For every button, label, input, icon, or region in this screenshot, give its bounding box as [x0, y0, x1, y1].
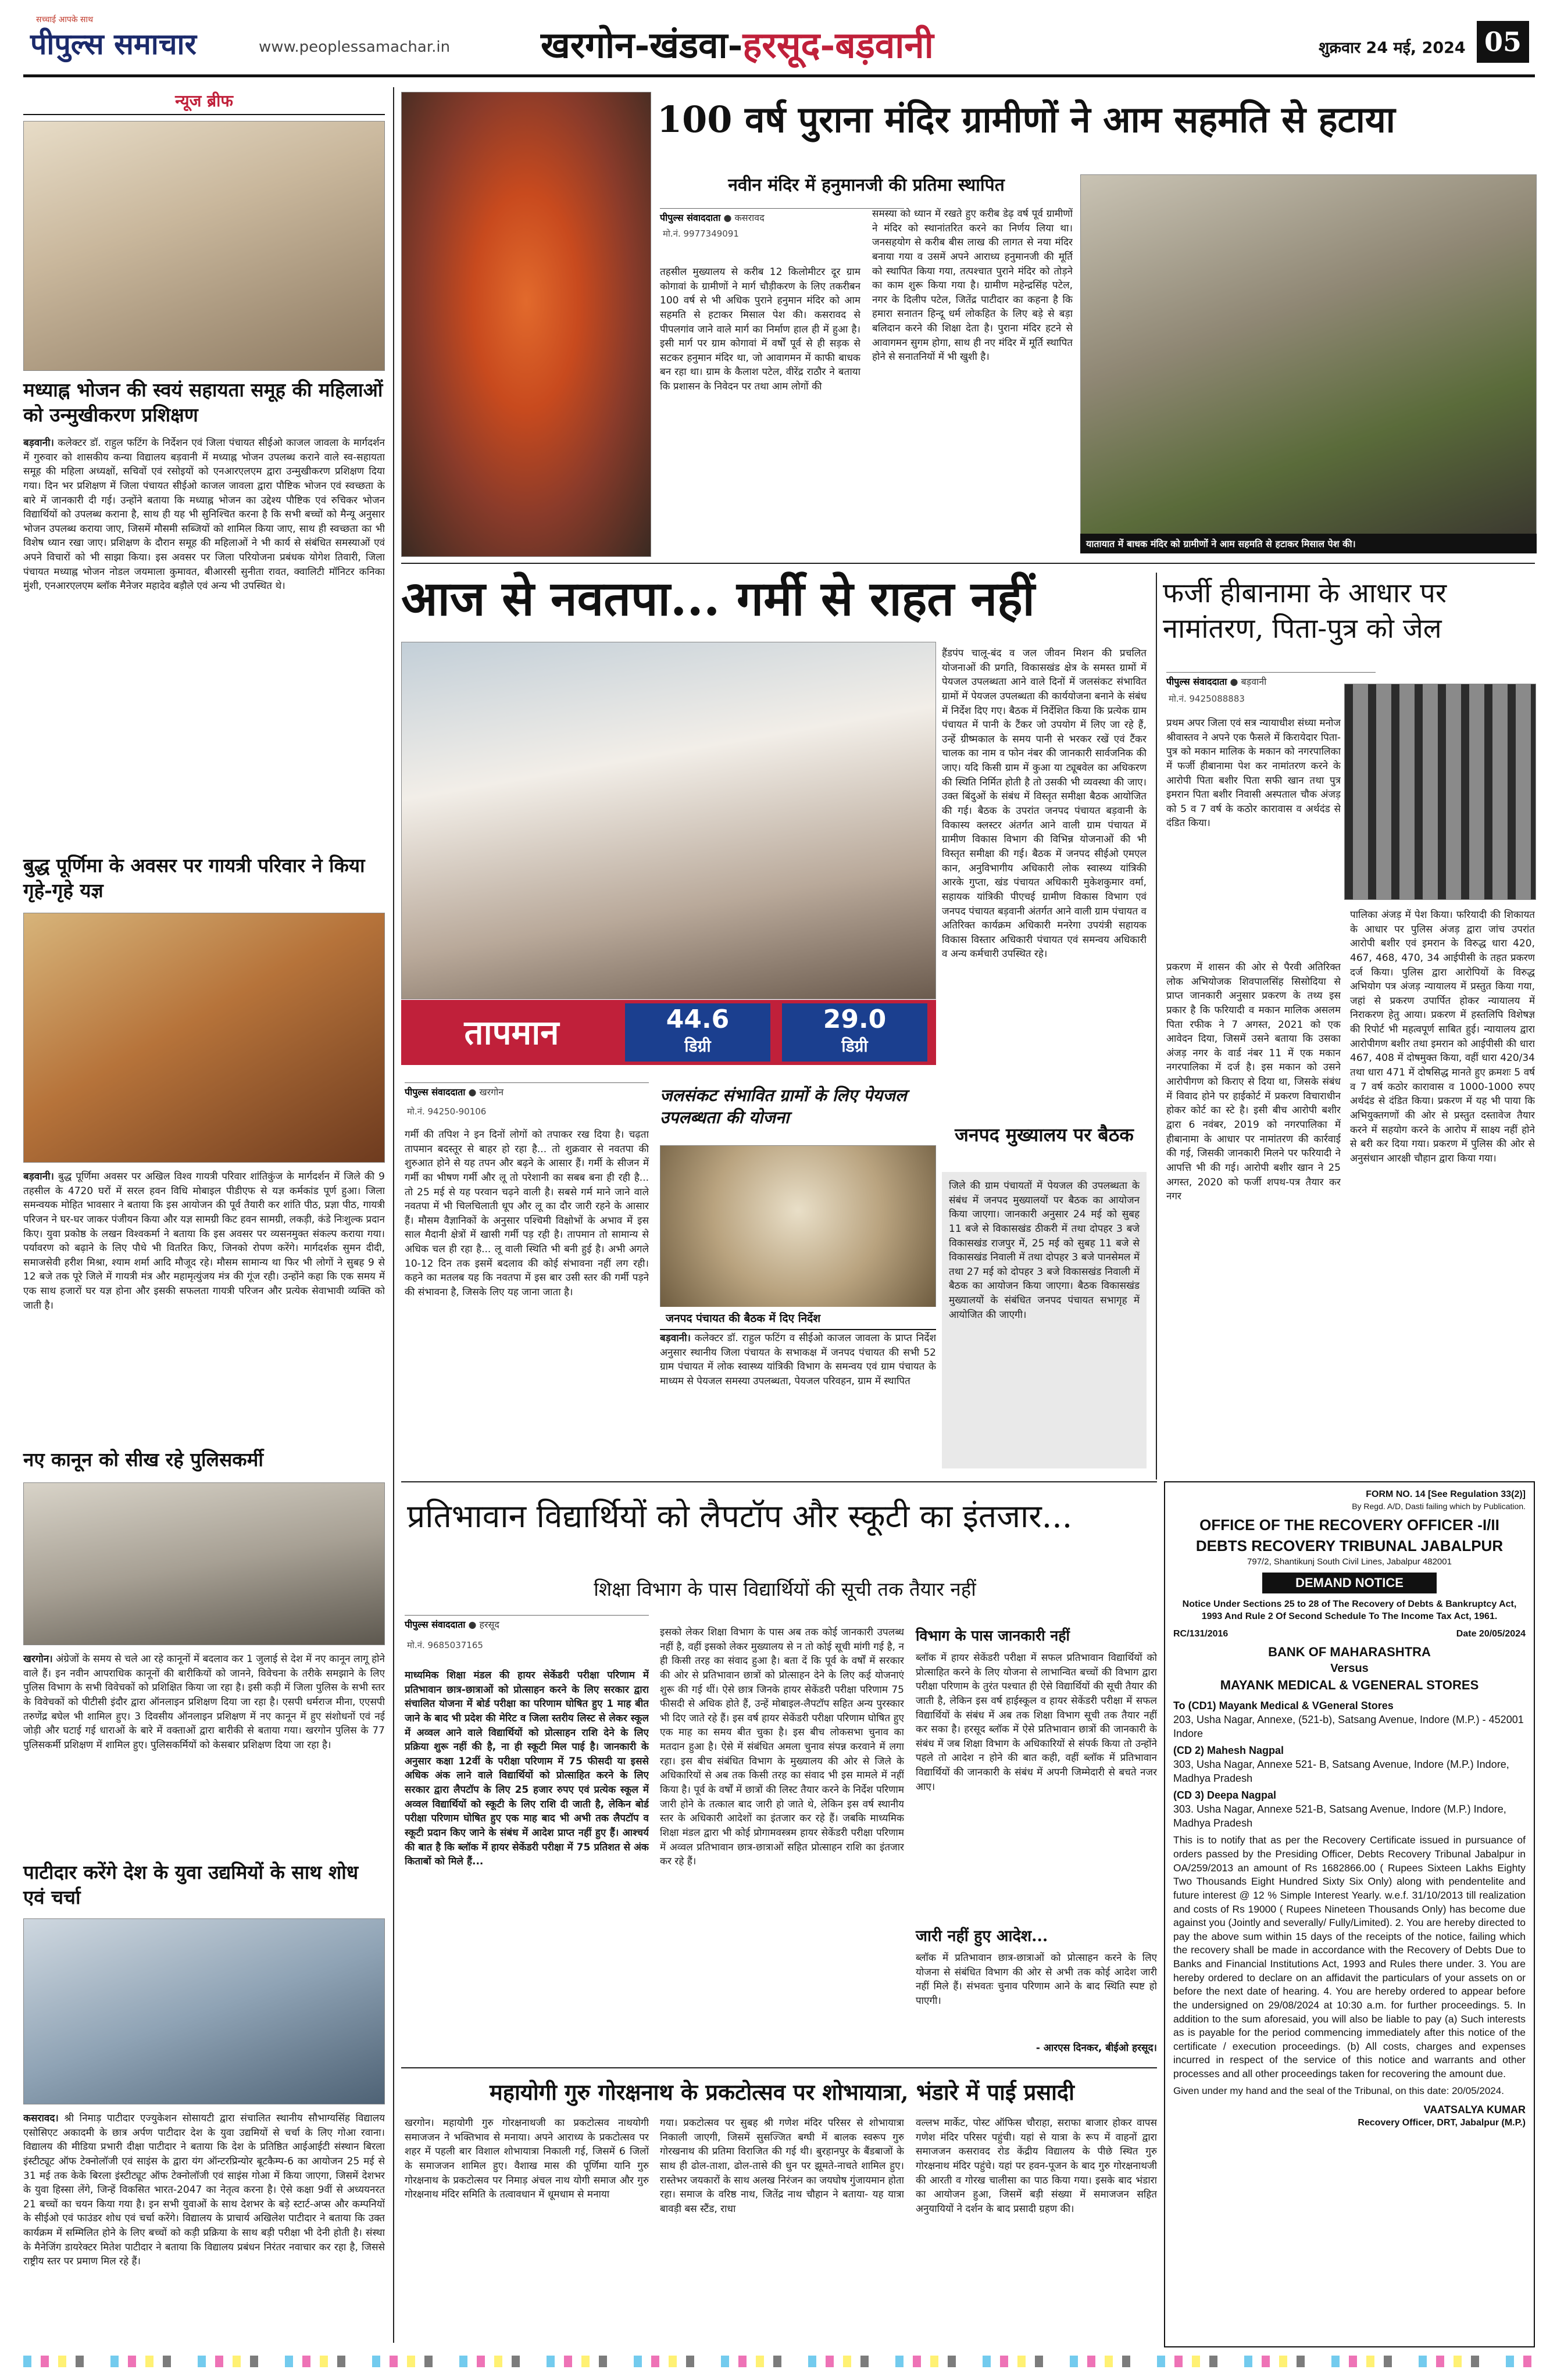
min-temperature-unit: डिग्री [841, 1037, 868, 1056]
hanuman-idol-photo [401, 92, 651, 557]
masthead [0, 0, 1557, 76]
notice-by-regd: By Regd. A/D, Dasti failing which by Publication. [1352, 1501, 1526, 1511]
notice-versus: Versus [1330, 1662, 1369, 1675]
max-temperature [625, 1003, 770, 1062]
brief-dateline-2: बड़वानी। [23, 1171, 54, 1182]
heat-col-1: गर्मी की तपिश ने इन दिनों लोगों को तपाकर रख दिया है। चढ़ता तापमान बदस्तूर से बाहर हो रहा है... तो शुक्रवार से नवतपा की शुरुआत होने से यह तपन और बढ़ने के आसार हैं। गर्मी के सीजन में गर्मी का भीषण गर्मी और लू तो परेशानी का सबब बना ही रही है... तो 25 मई से यह परवान चढ़ने वाली है। सबसे गर्म माने जाने वाले नवतपा में भी चिलचिलाती धूप और लू का दौर जारी रहने के आसार हैं। मौसम वैज्ञानिकों के अनुसार पश्चिमी विक्षोभों के अभाव में इस साल मैदानी क्षेत्रों में खासी गर्मी पड़ रही है। तापमान तो सामान्य से अधिक चल ही रहा है... लू वाली स्थिति भी बनी हुई है। अभी अगले 10-12 दिन तक इसमें बदलाव की कोई संभावना नहीं लग रही। कहने का मतलब यह कि नवतपा में इस बार उसी स्तर की गर्मी पड़ने की संभावना है, जिसके लिए यह जाना जाता है। [405, 1129, 649, 1299]
heat-byline-name: पीपुल्स संवाददाता [405, 1087, 466, 1098]
notice-cd3-label: (CD 3) Deepa Nagpal [1173, 1789, 1277, 1801]
brief-photo-meeting [23, 121, 385, 371]
students-byline-name: पीपुल्स संवाददाता [405, 1619, 466, 1630]
temple-photo-caption: यातायात में बाधक मंदिर को ग्रामीणों ने आम सहमति से हटाकर मिसाल पेश की। [1080, 534, 1537, 553]
news-brief-column [23, 87, 385, 2343]
brief-photo-police [23, 1482, 385, 1645]
fraud-byline-name: पीपुल्स संवाददाता [1166, 676, 1227, 687]
notice-officer: VAATSALYA KUMAR [1423, 2103, 1526, 2115]
jail-photo [1344, 684, 1536, 900]
brief-title-2: बुद्ध पूर्णिमा के अवसर पर गायत्री परिवार ने किया गृहे-गृहे यज्ञ [23, 854, 365, 902]
heat-byline [405, 1082, 649, 1098]
site-url[interactable]: www.peoplessamachar.in [259, 38, 451, 56]
students-col-3: ब्लॉक में हायर सेकेंडरी परीक्षा में सफल प्रतिभावान विद्यार्थियों को प्रोत्साहित करने के लिए योजना से लाभान्वित बच्चों की विभाग द्वारा परीक्षा परिणाम के तुरंत पश्चात ही ऐसे विद्यार्थियों की सूची तैयार की जाती है, लेकिन इस वर्ष हाईस्कूल व हायर सेकेंडरी परीक्षा में सफल विद्यार्थियों के संबंध में अब तक शिक्षा विभाग सूची तक तैयार नहीं कर सका है। हरसूद ब्लॉक में ऐसे प्रतिभावान छात्रों की जानकारी के संबंध में जब शिक्षा विभाग के अधिकारियों से संपर्क किया तो उन्होंने पहले तो आदेश न होने की बात कही, वहीं ब्लॉक में प्रतिभावान विद्यार्थियों की जानकारी के संबंध में अपनी जिम्मेदारी से बचते नजर आए। [916, 1652, 1157, 1793]
brief-text-1: कलेक्टर डॉ. राहुल फटिंग के निर्देशन एवं जिला पंचायत सीईओ काजल जावला के मार्गदर्शन में गुरुवार को शासकीय कन्या विद्यालय बड़वानी में मध्याह्न भोजन उपलब्ध कराने वाले स्व-सहायता समूह की महिला अध्यक्षों, सचिवों एवं रसोइयों को एनआरएलएम द्वारा उन्मुखीकरण प्रशिक्षण दिया गया। दिन भर प्रशिक्षण में जिला पंचायत सीईओ काजल जावला द्वारा पौष्टिक भोजन एवं स्वच्छता के बारे में जानकारी दी गई। उन्होंने बताया कि मध्याह्न भोजन का उद्देश्य पौष्टिक एवं रुचिकर भोजन विद्यार्थियों को उपलब्ध कराना है, साथ ही यह भी सुनिश्चित करना है कि सभी बच्चों को मैन्यू अनुसार भोजन उपलब्ध कराया जाए, जिसमें मौसमी सब्जियों को शामिल किया जाए, साथ ही स्वच्छता का भी विशेष ध्यान रखा जाए। प्रशिक्षण के दौरान समूह की महिलाओं ने भी कार्य से संबंधित समस्याओं एवं अपने विचारों को भी साझा किया। इस अवसर पर जिला परियोजना प्रबंधक योगेश तिवारी, जिला पंचायत मध्याह्न भोजन नोडल जयमाला कुमावत, बीआरसी सुनीता रावत, क्वालिटी मॉनिटर कनिका मुंशी, एनआरएलएम ब्लॉक मैनेजर महादेव बड़ौले एवं अन्य भी उपस्थित थे। [23, 437, 385, 592]
page-number: 05 [1477, 21, 1529, 63]
brief-body-3 [23, 1652, 385, 1853]
students-box2-title: जारी नहीं हुए आदेश... [916, 1927, 1048, 1945]
brand-tagline: सच्चाई आपके साथ [36, 15, 94, 24]
students-col-3b: ब्लॉक में प्रतिभावान छात्र-छात्राओं को प्रोत्साहन करने के लिए योजना से संबंधित विभाग की ओर से अभी तक कोई आदेश जारी नहीं मिले हैं। संभवतः चुनाव परिणाम आने के बाद स्थिति स्पष्ट हो पाएगी। [916, 1952, 1157, 2007]
heat-headline: आज से नवतपा... गर्मी से राहत नहीं [401, 571, 1035, 627]
temple-byline [660, 208, 904, 224]
region-title-part-b: हरसूद-बड़वानी [742, 24, 934, 66]
max-temperature-unit: डिग्री [684, 1037, 711, 1056]
notice-tribunal: DEBTS RECOVERY TRIBUNAL JABALPUR [1195, 1536, 1504, 1554]
notice-cd1-address: 203, Usha Nagar, Annexe, (521-b), Satsang Avenue, Indore (M.P.) - 452001 Indore [1173, 1714, 1524, 1740]
temple-byline-name: पीपुल्स संवाददाता [660, 212, 721, 223]
students-quote-by: - आरएस दिनकर, बीईओ हरसूद। [1035, 2042, 1157, 2054]
fraud-col-top: प्रथम अपर जिला एवं सत्र न्यायाधीश संध्या मनोज श्रीवास्तव ने अपने एक फैसले में किरायेदार पिता-पुत्र को मकान मालिक के मकान को नगरपालिका में फर्जी हीबानामा पेश कर नामांतरण करने के आरोपी पिता बशीर पिता सफी खान तथा पुत्र इमरान पिता बशीर निवासी अस्पताल चौक अंजड़ को 5 व 7 वर्ष के कठोर कारावास व अर्थदंड से दंडित किया। [1166, 717, 1341, 830]
water-dateline: बड़वानी। [660, 1332, 691, 1344]
brief-body-4 [23, 2111, 385, 2347]
notice-cd1-label: To (CD1) Mayank Medical & VGeneral Stores [1173, 1699, 1394, 1711]
region-title-part-a: खरगोन-खंडवा- [541, 24, 743, 66]
water-text: कलेक्टर डॉ. राहुल फटिंग व सीईओ काजल जावला के प्राप्त निर्देश अनुसार स्थानीय जिला पंचायत के सभाकक्ष में जनपद पंचायत की सभी 52 ग्राम पंचायत में लोक स्वास्थ्य यांत्रिकी विभाग के समन्वय एवं ग्राम पंचायत के माध्यम से पेयजल समस्या उपलब्धता, पेयजल परिवहन, ग्राम में स्थापित [660, 1332, 936, 1387]
heat-street-photo [401, 642, 936, 999]
gorakh-col-1: खरगोन। महायोगी गुरु गोरक्षनाथजी का प्रकटोत्सव नाथयोगी समाजजन ने भक्तिभाव से मनाया। अपने आराध्य के प्रकटोत्सव पर शहर में पहली बार विशाल शोभायात्रा निकाली गई, जिसमें 6 जिलों के समाजजन शामिल हुए। वैशाख मास की पूर्णिमा यानि गुरु गोरक्षनाथ के प्रकटोत्सव पर निमाड़ अंचल नाथ योगी समाज और गुरु गोरक्षनाथ मंदिर समिति के तत्वावधान में धूमधाम से मनाया [405, 2117, 649, 2201]
brief-body-1 [23, 436, 385, 843]
brand-logo: पीपुल्स समाचार [30, 27, 197, 61]
brief-title-1: मध्याह्न भोजन की स्वयं सहायता समूह की महिलाओं को उन्मुखीकरण प्रशिक्षण [23, 378, 383, 426]
temple-ruins-photo [1080, 174, 1537, 535]
temple-subhead: नवीन मंदिर में हनुमानजी की प्रतिमा स्थापित [728, 175, 1005, 195]
water-photo-caption: जनपद पंचायत की बैठक में दिए निर्देश [660, 1307, 936, 1330]
notice-cd3-address: 303. Usha Nagar, Annexe 521-B, Satsang Avenue, Indore (M.P.) Indore, Madhya Pradesh [1173, 1803, 1506, 1829]
notice-title: DEMAND NOTICE [1262, 1573, 1437, 1593]
fraud-col-right: पालिका अंजड़ में पेश किया। फरियादी की शिकायत के आधार पर पुलिस अंजड़ द्वारा जांच उपरांत आरोपी बशीर एवं इमरान के विरुद्ध धारा 420, 467, 468, 470, 34 आईपीसी के तहत प्रकरण दर्ज किया। पुलिस द्वारा आरोपियों के विरुद्ध अभियोग पत्र अंजड़ न्यायालय में प्रस्तुत किया गया, जहां से प्रकरण उपार्पित होकर न्यायालय में निराकरण हेतु आया। प्रकरण में हस्तलिपि विशेषज्ञ की रिपोर्ट भी महत्वपूर्ण साबित हुई। न्यायालय द्वारा आरोपीगण बशीर तथा इमरान को आईपीसी की धारा 467, 408 में दोषमुक्त किया, वहीं धारा 420/34 तथा धारा 471 में दोषसिद्ध मानते हुए क्रमशः 5 वर्ष व 7 वर्ष कठोर कारावास व 1000-1000 रुपए अर्थदंड से दंडित किया। प्रकरण में यह भी पाया कि अभियुक्तगणों की ओर से प्रस्तुत दस्तावेज तैयार करने में सहयोग करने के आरोप में साक्ष्य नहीं होने से बरी कर दिया गया। प्रकरण में पुलिस की ओर से अनुसंधान आरक्षी चौहान द्वारा किया गया। [1350, 909, 1535, 1164]
water-headline: जलसंकट संभावित ग्रामों के लिए पेयजल उपलब्धता की योजना [660, 1085, 907, 1127]
demand-notice [1164, 1481, 1535, 2347]
students-col-1: माध्यमिक शिक्षा मंडल की हायर सेकेंडरी परीक्षा परिणाम में प्रतिभावान छात्र-छात्राओं को प्रोत्साहन करने के लिए सरकार द्वारा संचालित योजना में बोर्ड परीक्षा का परिणाम घोषित हुए 1 माह बीत जाने के बाद भी प्रदेश की मेरिट व जिला स्तरीय लिस्ट से लेकर स्कूल में अव्वल आने वाले विद्यार्थियों को प्रोत्साहन राशि देने के लिए प्रक्रिया शुरू नहीं की है, ना ही स्कूटी मिल पाई है। जानकारी के अनुसार कक्षा 12वीं के परीक्षा परिणाम में 75 फीसदी या इससे अधिक अंक लाने वाले विद्यार्थियों को प्रोत्साहित करने के लिए सरकार द्वारा लैपटॉप के लिए 25 हजार रुपए एवं प्रत्येक स्कूल में अव्वल विद्यार्थियों को स्कूटी के लिए राशि दी जाती है, लेकिन बोर्ड परीक्षा परिणाम घोषित हुए एक माह बाद भी अभी तक लैपटॉप व स्कूटी प्रदान किए जाने के संबंध में आदेश प्राप्त नहीं हुए हैं। आश्चर्य की बात है कि ब्लॉक में हायर सेकेंडरी परीक्षा में 75 प्रतिशत से अंक किताबों को मिले हैं... [405, 1670, 649, 1868]
print-registration-strip [23, 2356, 1535, 2367]
notice-body: This is to notify that as per the Recovery Certificate issued in pursuance of orders passed by the Presiding Officer, Debts Recovery Tribunal Jabalpur in OA/259/2013 an amount of Rs 1682866.00 ( Rupees Sixteen Lakhs Eighty Two Thousands Eight Hundred Sixty Six Only) along with pendentelite and future interest @ 12 % Simple Interest Yearly. w.e.f. 31/10/2013 till realization and costs of Rs 19000 ( Rupees Nineteen Thousands Only) has become due against you (Jointly and severally/ Fully/Limited). 2. You are hereby directed to pay the above sum within 15 days of the receipts of the notice, failing which the recovery shall be made in accordance with the Recovery of Debts Due to Banks and Financial Institutions Act, 1993 and Rules there under. 3. You are hereby ordered to declare on an affidavit the particulars of your assets on or before the next date of hearing. 4. You are hereby ordered to appear before the undersigned on 29/08/2024 at 10:30 a.m. for further proceedings. 5. In addition to the sum aforesaid, you will also be liable to pay (a) Such interests as is payable for the period commencing immediately after this notice of the certificate / execution proceedings. (b) All costs, charges and expenses incurred in respect of the service of this notice and warrants and other processes and all other proceedings taken for recovering the amount due. [1173, 1834, 1526, 2080]
min-temperature-value: 29.0 [823, 1005, 887, 1034]
notice-cd2-address: 303, Usha Nagar, Annexe 521- B, Satsang Avenue, Indore (M.P.) Indore, Madhya Pradesh [1173, 1758, 1509, 1785]
temple-byline-place: ● कसरावद [723, 212, 765, 223]
mid-rule [401, 1481, 1157, 1482]
students-headline: प्रतिभावान विद्यार्थियों को लैपटॉप और स्कूटी का इंतजार... [407, 1498, 1073, 1535]
brief-label: न्यूज ब्रीफ [23, 87, 385, 115]
gorakh-headline: महायोगी गुरु गोरक्षनाथ के प्रकटोत्सव पर शोभायात्रा, भंडारे में पाई प्रसादी [490, 2079, 1074, 2105]
region-title [541, 20, 934, 69]
notice-bank: BANK OF MAHARASHTRA [1268, 1645, 1431, 1660]
janpad-body: जिले की ग्राम पंचायतों में पेयजल की उपलब्धता के संबंध में जनपद मुख्यालयों पर बैठक का आयोजन किया जाएगा। जानकारी अनुसार 24 मई को सुबह 11 बजे से विकासखंड ठीकरी में तथा दोपहर 3 बजे विकासखंड राजपुर में, 25 मई को सुबह 11 बजे से विकासखंड निवाली में तथा दोपहर 3 बजे पानसेमल में तथा 27 मई को दोपहर 3 बजे विकासखंड निवाली में बैठक का आयोजन किया जाएगा। बैठक विकासखंड मुख्यालयों के संबंधित जनपद पंचायत सभागृह में आयोजित की जाएगी। [942, 1172, 1147, 1468]
temperature-label: तापमान [464, 1013, 559, 1052]
temple-col-2: समस्या को ध्यान में रखते हुए करीब डेढ़ वर्ष पूर्व ग्रामीणों ने मंदिर को स्थानांतरित करने का निर्णय लिया था। जनसहयोग से करीब बीस लाख की लागत से नया मंदिर बनाया गया व उसमें अपने आराध्य हनुमानजी की मूर्ति को स्थापित किया गया, तत्पश्चात पुराने मंदिर को तोड़ने का काम शुरू किया गया है। ग्रामीण महेन्द्रसिंह पटेल, नगर के दिलीप पटेल, जितेंद्र पाटीदार का कहना है कि हमारा सनातन हिन्दू धर्म लोकहित के लिए बड़े से बड़ा बलिदान करने की शिक्षा देता है। पुराना मंदिर हटने से आवागमन सुगम होगा, साथ ही नए मंदिर में मूर्ति स्थापित होने से सनातनियों में भी खुशी है। [872, 208, 1073, 363]
brief-dateline-1: बड़वानी। [23, 437, 54, 449]
temple-headline: 100 वर्ष पुराना मंदिर ग्रामीणों ने आम सहमति से हटाया [657, 98, 1395, 141]
brief-photo-students [23, 1918, 385, 2104]
brief-text-3: अंग्रेजों के समय से चले आ रहे कानूनों में बदलाव कर 1 जुलाई से देश में नए कानून लागू होने वाले हैं। इन नवीन आपराधिक कानूनों की बारीकियों को जानने, विवेचना के तरीके समझाने के लिए पुलिस विभाग के सभी विवेचकों को प्रशिक्षित किया जा रहा है। इसी कड़ी में जिला पुलिस के सभी स्तर के विवेचकों को पीटीसी इंदौर द्वारा ऑनलाइन प्रशिक्षण दिया जा रहा है। एसपी धर्मराज मीना, एएसपी तरुणेंद्र बघेल भी शामिल हुए। 3 दिवसीय ऑनलाइन प्रशिक्षण में नए कानून में हुए संशोधनों एवं नई जोड़ी और घटाई गई धाराओं के बारे में वक्ताओं द्वारा बारीकी से बताया गया। खरगोन पुलिस के 77 पुलिसकर्मी प्रशिक्षण में शामिल हुए। पुलिसकर्मियों को केसबार प्रशिक्षण दिया जा रहा है। [23, 1653, 385, 1751]
fraud-headline: फर्जी हीबानामा के आधार पर नामांतरण, पिता-पुत्र को जेल [1163, 577, 1447, 645]
brief-dateline-3: खरगोन। [23, 1653, 53, 1665]
brief-dateline-4: कसरावद। [23, 2113, 59, 2124]
notice-rc-row [1173, 1628, 1526, 1641]
temple-mobile: मो.नं. 9977349091 [663, 228, 739, 239]
students-byline [405, 1615, 649, 1631]
notice-given: Given under my hand and the seal of the Tribunal, on this date: 20/05/2024. [1173, 2085, 1504, 2096]
notice-party: MAYANK MEDICAL & VGENERAL STORES [1220, 1678, 1479, 1693]
max-temperature-value: 44.6 [666, 1005, 730, 1034]
gorakh-col-2: गया। प्रकटोत्सव पर सुबह श्री गणेश मंदिर परिसर से शोभायात्रा निकाली जाएगी, जिसमें सुसज्जित बग्घी में बालक स्वरूप गुरु गोरखनाथ की प्रतिमा विराजित की गई थी। बुरहानपुर के बैंडबाजों के साथ ही ढोल-ताशा, ढोल-तासे की धुन पर झूमते-नाचते शामिल हुए। रास्तेभर जयकारों के साथ अलख निरंजन का जयघोष गुंजायमान होता रहा। समाज के वरिष्ठ नाथ, जितेंद्र नाथ चौहान ने बताया- यह यात्रा बावड़ी बस स्टैंड, राधा [660, 2117, 904, 2215]
fraud-byline-place: ● बड़वानी [1230, 676, 1267, 687]
notice-officer-title: Recovery Officer, DRT, Jabalpur (M.P.) [1358, 2117, 1526, 2128]
students-box-title: विभाग के पास जानकारी नहीं [916, 1627, 1070, 1644]
brief-photo-yagya [23, 913, 385, 1163]
notice-form-no: FORM NO. 14 [See Regulation 33(2)] [1366, 1489, 1526, 1499]
students-col-2: इसको लेकर शिक्षा विभाग के पास अब तक कोई जानकारी उपलब्ध नहीं है, वहीं इसको लेकर मुख्यालय से न तो कोई सूची मांगी गई है, न ही किसी तरह का संवाद हुआ है। बता दें कि पूर्व के वर्षों में सरकार की ओर से प्रतिभावान छात्रों को प्रोत्साहन देने के लिए कई योजनाएं शुरू की गई थीं। ऐसे छात्र जिनके हायर सेकेंडरी परीक्षा परिणाम 75 फीसदी से अधिक होते हैं, उन्हें मोबाइल-लैपटॉप सहित अन्य पुरस्कार भी दिए जाते रहे हैं। इस वर्ष हायर सेकेंडरी परीक्षा परिणाम घोषित हुए एक माह का समय बीत चुका है। इस बीच लोकसभा चुनाव का मतदान हुआ है। ऐसे में संबंधित अमला चुनाव संपन्न करवाने में लगा रहा। इस बीच संबंधित विभाग के मुख्यालय की ओर से जिले के अधिकारियों से अब तक किसी तरह का संवाद भी इस मामले में नहीं किया है। पूर्व के वर्षों में छात्रों की लिस्ट तैयार करने के निर्देश परिणाम जारी होने के तत्काल बाद जारी हो जाते थे, लेकिन इस वर्ष स्थानीय स्तर के अधिकारी आदेशों का इंतजार कर रहे हैं। जबकि माध्यमिक शिक्षा मंडल द्वारा भी कोई प्रोगामवस्त्रम हायर सेकेंडरी परीक्षा परिणाम में अव्वल प्रतिभावान छात्र-छात्राओं सहित प्रोत्साहन राशि का इंतजार कर रहे हैं। [660, 1627, 904, 1868]
notice-office: OFFICE OF THE RECOVERY OFFICER -I/II [1199, 1516, 1499, 1534]
heat-mobile: मो.नं. 94250-90106 [407, 1106, 487, 1117]
brief-text-2: बुद्ध पूर्णिमा अवसर पर अखिल विश्व गायत्री परिवार शांतिकुंज के मार्गदर्शन में जिले की 9 तहसील के 4720 घरों में सरल हवन विधि मोबाइल पीडीएफ से यज्ञ कर्मकांड पूर्ण हुआ। जिला समन्वयक मोहित भावसार ने बताया कि इस आयोजन की पूर्व तैयारी कर शांति पीठ, प्रज्ञा पीठ, गायत्री परिजन ने घर-घर जाकर पंजीयन किया और यज्ञ सामग्री किट हवन सामग्री, लकड़ी, कंडे निःशुल्क प्रदान किए। युवा प्रकोष्ठ के लखन विश्वकर्मा ने बताया कि इस अवसर पर व्यसनमुक्त संकल्प कराया गया। पर्यावरण को बढ़ाने के लिए पौधे भी वितरित किए, जिनको रोपण करेंगे। मार्गदर्शक सुमन दीदी, समाजसेवी हरीश मिश्रा, श्याम शर्मा आदि मौजूद रहे। मौसम सामान्य था फिर भी लोगों ने सुबह 9 से 12 बजे तक पूरे जिले में गायत्री मंत्र और महामृत्युंजय मंत्र की गूंज रही। उन्होंने कहा कि एक समय में एक साथ हजारों घर यज्ञ होना और इसकी सफलता गायत्री परिजन और प्रत्येक सेवाभावी व्यक्ति को जाती है। [23, 1171, 385, 1311]
heat-byline-place: ● खरगोन [468, 1087, 504, 1098]
brief-divider [393, 87, 394, 2343]
temperature-box [401, 1000, 936, 1065]
notice-address: 797/2, Shantikunj South Civil Lines, Jabalpur 482001 [1247, 1556, 1452, 1567]
notice-date: Date 20/05/2024 [1456, 1628, 1526, 1639]
brief-body-2 [23, 1170, 385, 1437]
janpad-headline: जनपद मुख्यालय पर बैठक [955, 1124, 1134, 1146]
students-subhead: शिक्षा विभाग के पास विद्यार्थियों की सूची तक तैयार नहीं [594, 1578, 976, 1600]
top-story-rule [401, 563, 1535, 564]
heat-col-2: हैंडपंप चालू-बंद व जल जीवन मिशन की प्रचलित योजनाओं की प्रगति, विकासखंड क्षेत्र के समस्त ग्रामों में पेयजल उपलब्धता आने वाले दिनों में जलसंकट संभावित ग्रामों में पेयजल उपलब्धता की कार्ययोजना बनाने के संबंध में निर्देश दिए गए। बैठक में निर्देशित किया कि प्रत्येक ग्राम पंचायत में पानी के टैंकर जो उपयोग में लिए जा रहे हैं, उन्हें ग्रीष्मकाल के समय पानी से भरकर रखें एवं टैंकर चालक का नाम व फोन नंबर की जानकारी सार्वजनिक की जाए। यदि किसी ग्राम में कुआ या ट्यूबवेल का अधिकरण की स्थिति निर्मित होती है तो उसकी भी व्यवस्था की जाए। उक्त बिंदुओं के संबंध में विस्तृत समीक्षा बैठक आयोजित की गई। बैठक के उपरांत जनपद पंचायत बड़वानी के विकास्य क्लस्टर अंतर्गत आने वाली ग्राम पंचायत में ग्रामीण विकास विभाग की विभिन्न योजनाओं की भी विस्तृत समीक्षा की गई। बैठक में जनपद सीईओ एमएल कान, अनुविभागीय अधिकारी लोक स्वास्थ्य यांत्रिकी आरके गुप्ता, खंड पंचायत अधिकारी मुकेशकुमार वर्मा, सहायक यांत्रिकी पीएचई ग्रामीण विकास विभाग एवं जनपद पंचायत बड़वानी अंतर्गत आने वाली ग्राम पंचायत व अतिरिक्त कार्यक्रम अधिकारी मनरेगा उपयंत्री सहायक विकास विस्तार अधिकारी पंचायत एवं समन्वय अधिकारी व अन्य कर्मचारी उपस्थित रहे। [942, 648, 1147, 960]
students-mobile: मो.नं. 9685037165 [407, 1640, 483, 1650]
brief-title-3: नए कानून को सीख रहे पुलिसकर्मी [23, 1448, 263, 1471]
notice-cd2-label: (CD 2) Mahesh Nagpal [1173, 1744, 1284, 1756]
notice-rc: RC/131/2016 [1173, 1628, 1229, 1639]
masthead-rule [23, 74, 1535, 77]
brief-title-4: पाटीदार करेंगे देश के युवा उद्यमियों के साथ शोध एवं चर्चा [23, 1861, 359, 1909]
min-temperature [782, 1003, 927, 1062]
brief-text-4: श्री निमाड़ पाटीदार एज्युकेशन सोसायटी द्वारा संचालित स्थानीय सौभाग्यसिंह विद्यालय एसोसिएट अकादमी के छात्र अर्पण पाटीदार देश के युवा उद्यमियों से चर्चा के लिए गोआ रवाना। विद्यालय की मीडिया प्रभारी दीक्षा पाटीदार ने बताया कि देश के प्रतिष्ठित आईआईटी संस्थान बिरला इंस्टीट्यूट ऑफ टेक्नोलॉजी एवं साइंस के द्वारा यंग ऑन्टरप्रिन्योर बूटकैम्प-6 का आयोजन 25 मई से 31 मई तक केके बिरला इंस्टीट्यूट ऑफ टेक्नोलॉजी एवं साइंस गोआ में किया जाएगा, जिसमें देशभर के युवा हिस्सा लेंगे, जिन्हें विकसित भारत-2047 का नेतृत्व करना है। ऐसे कक्षा 9वीं से अध्ययनरत 21 बच्चों का चयन किया गया है। इन सभी युवाओं के साथ देशभर के बड़े स्टार्ट-अप्स और कम्पनियों के सीईओ एवं फाउंडर शोध एवं चर्चा करेंगे। विद्यालय के प्राचार्य अखिलेश पाटीदार ने बताया कि उक्त कार्यक्रम में सम्मिलित होने के लिए बच्चों को कड़ी प्रक्रिया के साथ बड़ी परीक्षा भी देनी होती है। संस्था के मैनेजिंग डायरेक्टर मितेश पाटीदार ने बताया कि विद्यालय प्रबंधन निरंतर नवाचार कर रहा है, जिससे राष्ट्रीय स्तर पर प्रमाण मिल रहे हैं। [23, 2113, 385, 2268]
lower-rule [401, 2067, 1157, 2068]
water-body [660, 1331, 936, 1477]
notice-under: Notice Under Sections 25 to 28 of The Recovery of Debts & Bankruptcy Act, 1993 And Rule 2 Of Second Schedule To The Income Tax Act, 1961. [1182, 1599, 1517, 1622]
heat-divider [1156, 573, 1157, 1480]
fraud-mobile: मो.नं. 9425088883 [1169, 694, 1245, 704]
students-byline-place: ● हरसूद [468, 1619, 499, 1630]
issue-date: शुक्रवार 24 मई, 2024 [1319, 39, 1466, 57]
fraud-col-left: प्रकरण में शासन की ओर से पैरवी अतिरिक्त लोक अभियोजक शिवपालसिंह सिसोदिया से प्राप्त जानकारी अनुसार प्रकरण के तथ्य इस प्रकार है कि फरियादी व मकान मालिक असलम पिता रफीक ने 7 अगस्त, 2021 को एक आवेदन दिया, जिसमें उसने बताया कि उसका अंजड़ नगर के वार्ड नंबर 11 में एक मकान नगरपालिका में दर्ज है। इस मकान को उसने आरोपीगण को किराए से दिया था, जिसके संबंध में विवाद होने पर हाईकोर्ट में प्रकरण विचाराधीन होकर कोर्ट का स्टे है। इसी बीच आरोपी बशीर द्वारा 6 नवंबर, 2019 को नगरपालिका में हीबानामा के आधार पर नामांतरण की कार्रवाई की गई, जिसकी जानकारी मिलने पर फरियादी ने आपत्ति भी की गई। आरोपी बशीर खान ने 25 अगस्त, 2020 को फर्जी शपथ-पत्र तैयार कर नगर [1166, 962, 1341, 1203]
temple-col-1: तहसील मुख्यालय से करीब 12 किलोमीटर दूर ग्राम कोगावां के ग्रामीणों ने मार्ग चौड़ीकरण के लिए तकरीबन 100 वर्ष से भी अधिक पुराने हनुमान मंदिर को आम सहमति से हटाकर मिसाल पेश की। कसरावद से पीपलगांव जाने वाले मार्ग का निर्माण हाल ही में हुआ है। इसी मार्ग पर ग्राम कोगावां में वर्षों पूर्व से ही सड़क से सटकर हनुमान मंदिर था, जो आवागमन में काफी बाधक बन रहा था। ग्राम के कैलाश पटेल, वीरेंद्र राठौर ने बताया कि प्रशासन के निवेदन पर तथा आम लोगों की [660, 266, 860, 393]
water-tap-photo [660, 1145, 936, 1308]
gorakh-col-3: वल्लभ मार्केट, पोस्ट ऑफिस चौराहा, सराफा बाजार होकर वापस गणेश मंदिर परिसर पहुंची। यहां से यात्रा के रूप में वाहनों द्वारा समाजजन कसरावद रोड केंद्रीय विद्यालय के पीछे स्थित गुरु गोरक्षनाथ मंदिर पहुंचे। यहां पर हवन-पूजन के बाद गुरु गोरक्षनाथजी की आरती व गोरख चालीसा का पाठ किया गया। इसके बाद भंडारा का आयोजन हुआ, जिसमें बड़ी संख्या में समाजजन सहित अनुयायियों ने दर्शन के बाद प्रसादी ग्रहण की। [916, 2117, 1157, 2215]
